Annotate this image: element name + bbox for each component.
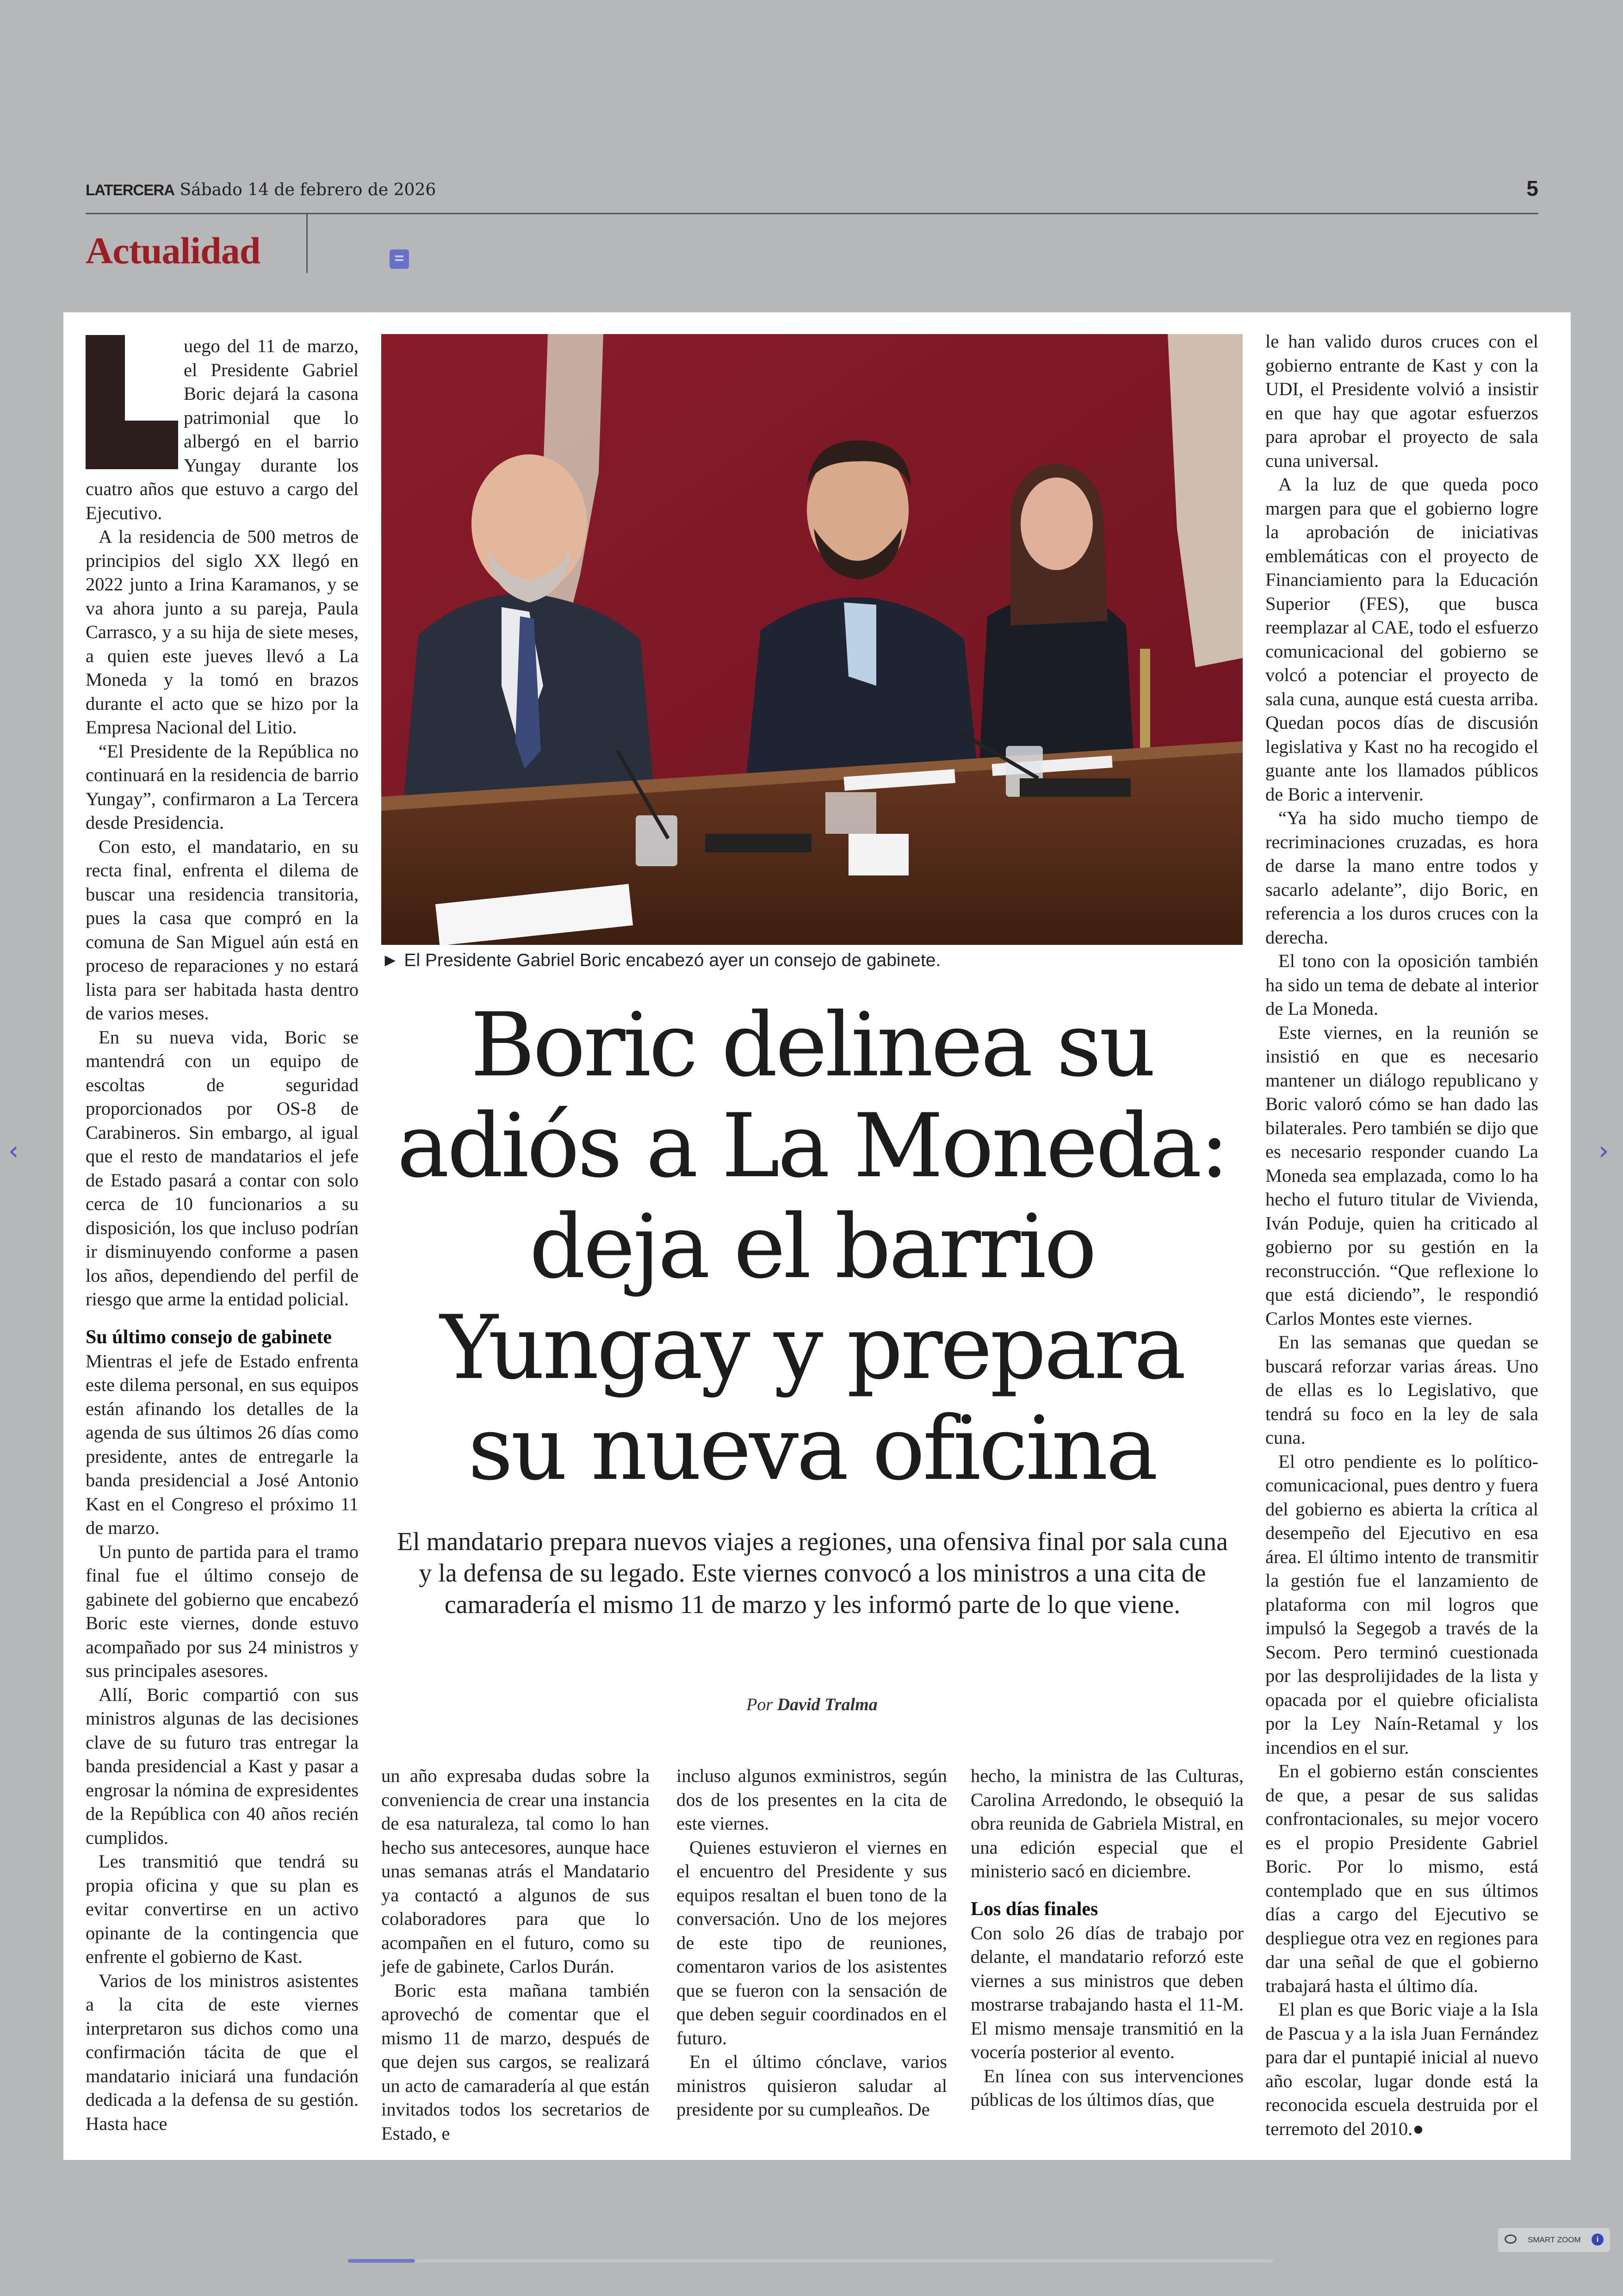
info-icon[interactable]: i — [1592, 2234, 1604, 2246]
paragraph: Les transmitió que tendrá su propia oficina y que su plan es evitar convertirse en un activo opinante de la contingencia que enfrente el gobierno de Kast. — [86, 1851, 359, 1967]
paragraph: Varios de los ministros asistentes a la cita de este viernes interpretaron sus dichos como una confirmación tácita de que el mandatario iniciará una fundación dedicada a la defensa de su gestión. Hasta hace — [86, 1970, 359, 2134]
article-column-4 — [971, 1764, 1244, 2134]
paragraph: El otro pendiente es lo político-comunicacional, pues dentro y fuera del gobierno es abierta la crítica al desempeño del Ejecutivo en esa área. El último intento de transmitir la gestión fue el lanzamiento de plataforma con mil logros que impulsó la Segegob a través de la Secom. Pero terminó cuestionada por las desprolijidades de la lista y opacada por el quiebre oficialista por la Ley Naín-Retamal y los incendios en el sur. — [1265, 1451, 1538, 1758]
subheading: Los días finales — [971, 1898, 1098, 1920]
section-divider — [306, 214, 308, 273]
article-photo — [381, 334, 1243, 945]
subheading: Su último consejo de gabinete — [86, 1326, 332, 1348]
paragraph: A la luz de que queda poco margen para que el gobierno logre la aprobación de iniciativas emblemáticas con el proyecto de Financiamiento para la Educación Superior (FES), que busca reemplazar al CAE, todo el esfuerzo comunicacional del gobierno se volcó a potenciar el proyecto de sala cuna, aunque está cuesta arriba. Quedan pocos días de discusión legislativa y Kast no ha recogido el guante ante los llamados públicos de Boric a intervenir. — [1265, 474, 1538, 805]
paragraph: hecho, la ministra de las Culturas, Carolina Arredondo, le obsequió la obra reunida de Gabriela Mistral, en una edición especial que el ministerio sacó en diciembre. — [971, 1765, 1244, 1881]
paragraph: Mientras el jefe de Estado enfrenta este dilema personal, en sus equipos están afinando los detalles de la agenda de sus últimos 26 días como presidente, antes de entregarle la banda presidencial a José Antonio Kast en el Congreso el próximo 11 de marzo. — [86, 1350, 359, 1538]
byline — [381, 1694, 1243, 1715]
prev-page-chevron-left-icon[interactable]: ‹ — [8, 1136, 19, 1166]
smart-zoom-label: SMART ZOOM — [1528, 2235, 1581, 2244]
paragraph: Un punto de partida para el tramo final fue el último consejo de gabinete del gobierno que encabezó Boric este viernes, donde estuvo acompañado por sus 24 ministros y sus principales asesores. — [86, 1541, 359, 1681]
section-title: Actualidad — [86, 230, 260, 272]
paragraph: Con solo 26 días de trabajo por delante, el mandatario reforzó este viernes a sus ministros que deben mostrarse trabajando hasta el 11-M. El mismo mensaje transmitió en la vocería posterior al evento. — [971, 1922, 1244, 2062]
next-page-chevron-right-icon[interactable]: › — [1598, 1136, 1609, 1166]
header-rule — [86, 213, 1538, 214]
masthead — [86, 180, 436, 199]
paragraph: Este viernes, en la reunión se insistió en que es necesario mantener un diálogo republicano y Boric valoró cómo se han dado las bilaterales. Pero también se dijo que es necesario responder cuando La Moneda sea emplazada, como lo ha hecho el futuro titular de Vivienda, Iván Poduje, quien ha criticado al gobierno por su gestión en la reconstrucción. “Que reflexione lo que está diciendo”, le respondió Carlos Montes este viernes. — [1265, 1022, 1538, 1329]
paragraph: “El Presidente de la República no continuará en la residencia de barrio Yungay”, confirmaron a La Tercera desde Presidencia. — [86, 740, 359, 833]
drop-cap-l — [86, 335, 178, 469]
paragraph: Con esto, el mandatario, en su recta final, enfrenta el dilema de buscar una residencia transitoria, pues la casa que compró en la comuna de San Miguel aún está en proceso de reparaciones y no estará lista para ser habitada hasta dentro de varios meses. — [86, 836, 359, 1024]
article-headline: Boric delinea su adiós a La Moneda: deja el barrio Yungay y prepara su nueva oficina — [396, 994, 1227, 1500]
cabinet-meeting-image — [381, 334, 1243, 945]
page-scrollbar[interactable] — [348, 2259, 1273, 2263]
page-header — [86, 176, 1538, 217]
page-number: 5 — [1526, 176, 1538, 200]
paragraph: incluso algunos exministros, según dos de los presentes en la cita de este viernes. — [676, 1765, 947, 1834]
article-column-1 — [86, 334, 359, 2134]
paragraph: le han valido duros cruces con el gobierno entrante de Kast y con la UDI, el Presidente volvió a insistir en que hay que agotar esfuerzos para aprobar el proyecto de sala cuna universal. — [1265, 331, 1538, 471]
article-column-3 — [676, 1764, 947, 2134]
paragraph: un año expresaba dudas sobre la conveniencia de crear una instancia de esa naturaleza, tal como lo han hecho sus antecesores, aunque hace unas semanas atrás el Mandatario ya contactó a algunos de sus colaboradores para que lo acompañen en el futuro, como su jefe de gabinete, Carlos Durán. — [381, 1765, 650, 1977]
article-deck: El mandatario prepara nuevos viajes a regiones, una ofensiva final por sala cuna y la defensa de su legado. Este viernes convocó a los ministros a una cita de camaradería el mismo 11 de marzo y les informó parte de lo que viene. — [397, 1527, 1228, 1619]
photo-caption: ► El Presidente Gabriel Boric encabezó ayer un consejo de gabinete. — [381, 950, 941, 970]
paragraph: Allí, Boric compartió con sus ministros algunas de las decisiones clave de su futuro tras entregar la banda presidencial a Kast y pasar a engrosar la nómina de expresidentes de la República con 40 años recién cumplidos. — [86, 1684, 359, 1848]
newspaper-logo: LATERCERA — [86, 181, 175, 199]
article-column-5 — [1265, 329, 1538, 2139]
article-column-2 — [381, 1764, 650, 2144]
paragraph: En el gobierno están conscientes de que, a pesar de sus salidas confrontacionales, su mejor vocero es el propio Presidente Gabriel Boric. Por lo mismo, está contemplado que en sus últimos días a cargo del Ejecutivo se despliegue otra vez en regiones para dar una señal de que el gobierno trabajará hasta el último día. — [1265, 1761, 1538, 1996]
paragraph: En línea con sus intervenciones públicas de los últimos días, que — [971, 2065, 1244, 2110]
paragraph: Quienes estuvieron el viernes en el encuentro del Presidente y sus equipos resaltan el buen tono de la conversación. Uno de los mejores de este tipo de reuniones, comentaron varios de los asistentes que se fueron con la sensación de que deben seguir coordinados en el futuro. — [676, 1837, 947, 2048]
paragraph: “Ya ha sido mucho tiempo de recriminaciones cruzadas, es hora de darse la mano entre todos y sacarlo adelante”, dijo Boric, en referencia a los duros cruces con la derecha. — [1265, 807, 1538, 948]
paragraph: El plan es que Boric viaje a la Isla de Pascua y a la isla Juan Fernández para dar el puntapié inicial al nuevo año escolar, lugar donde está la reconocida escuela destruida por el terremoto del 2010.● — [1265, 1999, 1538, 2139]
article-tag-icon[interactable] — [390, 249, 409, 269]
paragraph: En las semanas que quedan se buscará reforzar varias áreas. Uno de ellas es lo Legislativo, que tendrá su foco en la ley de sala cuna. — [1265, 1332, 1538, 1448]
smart-zoom-button[interactable] — [1498, 2228, 1610, 2252]
scrollbar-thumb[interactable] — [348, 2259, 415, 2263]
paragraph: uego del 11 de marzo, el Presidente Gabriel Boric dejará la casona patrimonial que lo albergó en el barrio Yungay durante los cuatro años que estuvo a cargo del Ejecutivo. — [86, 335, 359, 523]
byline-author: David Tralma — [777, 1695, 878, 1714]
paragraph: Boric esta mañana también aprovechó de comentar que el mismo 11 de marzo, después de que dejen sus cargos, se realizará un acto de camaradería al que están invitados todos los secretarios de Estado, e — [381, 1980, 650, 2144]
issue-date: Sábado 14 de febrero de 2026 — [180, 180, 436, 199]
paragraph: El tono con la oposición también ha sido un tema de debate al interior de La Moneda. — [1265, 950, 1538, 1019]
paragraph: En el último cónclave, varios ministros quisieron saludar al presidente por su cumpleaños. De — [676, 2051, 947, 2120]
paragraph: En su nueva vida, Boric se mantendrá con un equipo de escoltas de seguridad proporcionados por OS-8 de Carabineros. Sin embargo, al igual que el resto de mandatarios el jefe de Estado pasará a contar con solo cerca de 10 funcionarios a su disposición, los que incluso podrían ir disminuyendo conforme a pasen los años, dependiendo del perfil de riesgo que arme la entidad policial. — [86, 1026, 359, 1309]
byline-prefix: Por — [746, 1695, 773, 1714]
eye-icon — [1505, 2234, 1517, 2244]
paragraph: A la residencia de 500 metros de principios del siglo XX llegó en 2022 junto a Irina Karamanos, y se va ahora junto a su pareja, Paula Carrasco, y a su hija de siete meses, a quien este jueves llevó a La Moneda y la tomó en brazos durante el acto que se hizo por la Empresa Nacional del Litio. — [86, 526, 359, 738]
